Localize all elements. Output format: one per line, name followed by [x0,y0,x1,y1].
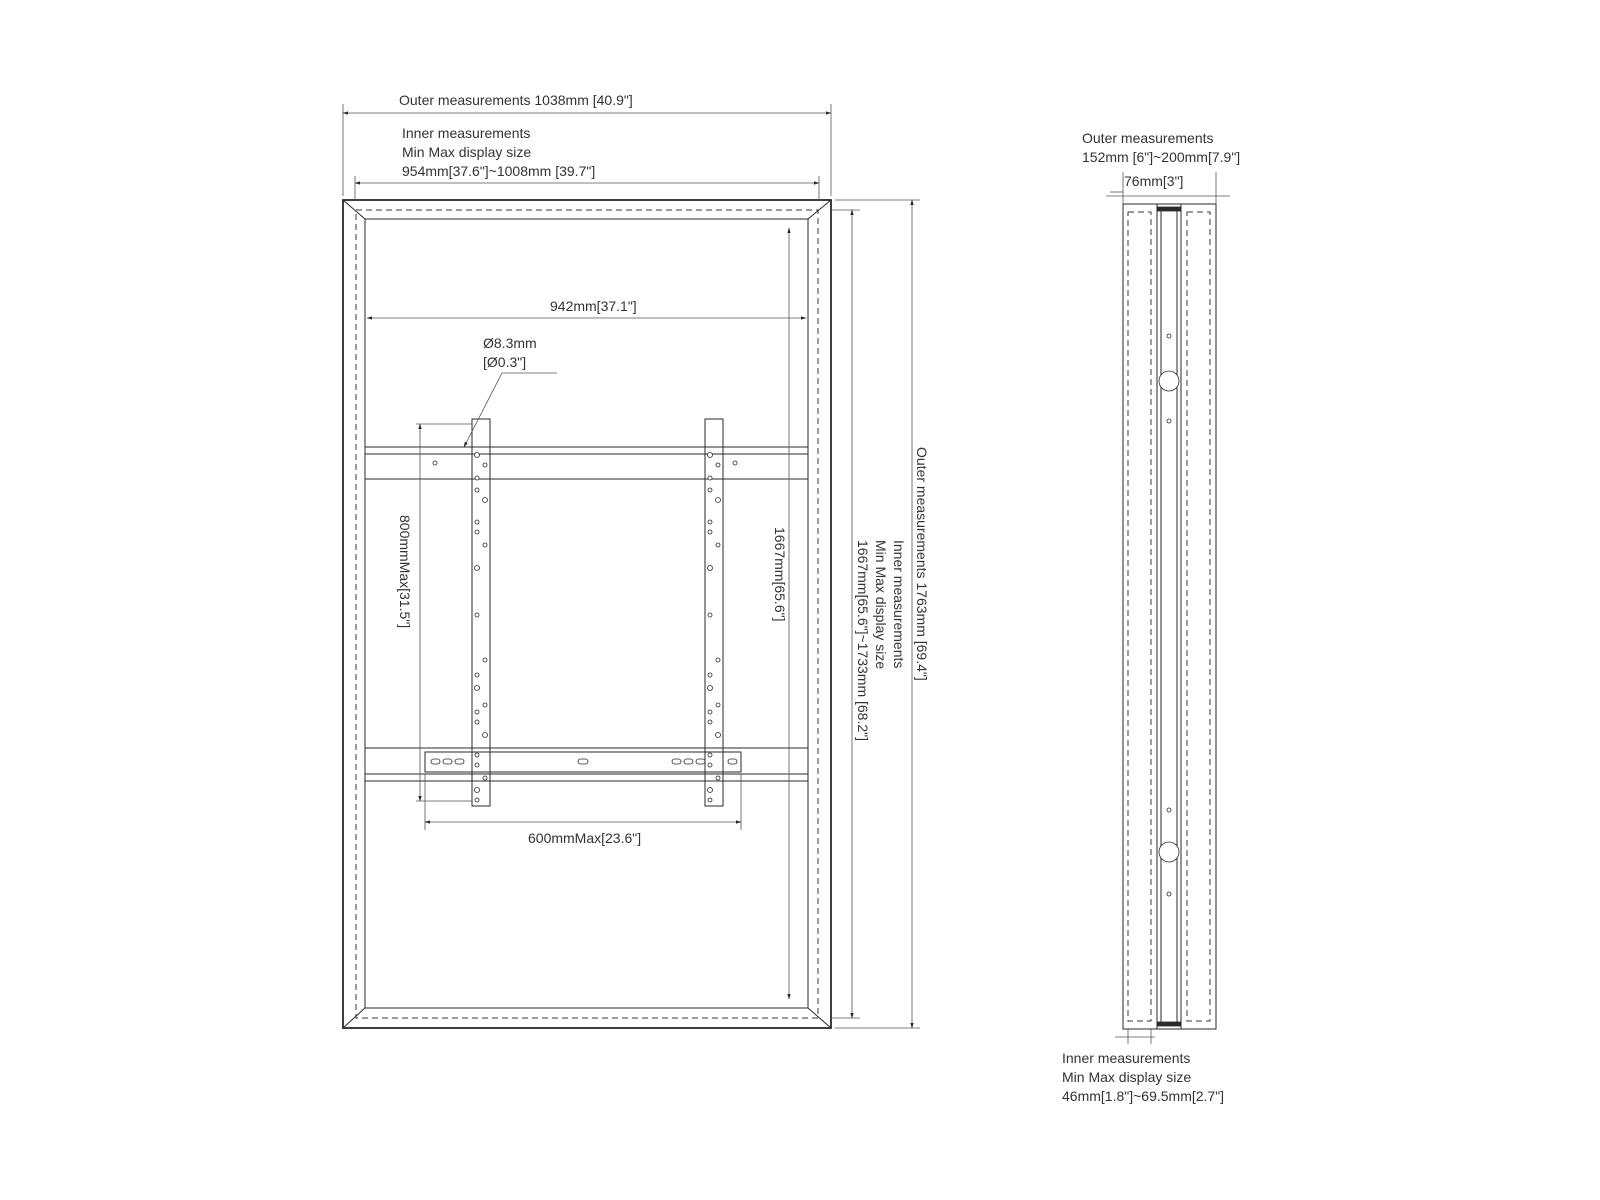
side-plate-right-dashed [1187,212,1210,1021]
mounting-hole [475,530,479,534]
inner-depth-label-1: Inner measurements [1062,1050,1191,1066]
mounting-hole [483,703,487,707]
outer-frame [343,200,831,1028]
front-view [343,92,930,1028]
inner-height-label-2: Min Max display size [873,540,889,670]
mounting-hole [708,673,712,677]
mounting-hole [475,710,479,714]
mounting-hole [483,776,487,780]
mounting-hole [716,776,720,780]
mounting-hole [475,673,479,677]
mounting-hole [716,703,720,707]
outer-depth-label-1: Outer measurements [1082,130,1214,146]
inner-height-label-1: Inner measurements [891,540,907,669]
mounting-hole [475,453,480,458]
mounting-hole [708,476,712,480]
vesa-height-dimension [416,424,472,801]
mounting-hole [475,788,480,793]
center-channel [1157,204,1181,1029]
mounting-hole [708,613,712,617]
inner-width-label-3: 954mm[37.6"]~1008mm [39.7"] [402,163,596,179]
mounting-hole [483,658,487,662]
inner-depth-label-3: 46mm[1.8"]~69.5mm[2.7"] [1062,1088,1225,1104]
mounting-hole [475,720,479,724]
vesa-height-label: 800mmMax[31.5"] [397,515,413,629]
mounting-hole [475,763,479,767]
mounting-hole [708,488,712,492]
channel-hole-lower [1159,842,1179,862]
vesa-width-label: 600mmMax[23.6"] [528,830,642,846]
mounting-hole [708,720,712,724]
mounting-hole [475,566,480,571]
mounting-hole [716,543,720,547]
outer-height-label: Outer measurements 1763mm [69.4"] [914,447,930,681]
rail-span-label: 942mm[37.1"] [550,298,637,314]
outer-width-label: Outer measurements 1038mm [40.9"] [399,92,633,108]
inner-width-dimension [355,176,819,200]
side-plate-left-dashed [1128,212,1151,1021]
mounting-hole [475,488,479,492]
mounting-hole [716,658,720,662]
mounting-hole [708,453,713,458]
inner-depth-label-2: Min Max display size [1062,1069,1192,1085]
hole-diameter-leader [464,373,557,447]
internal-height-label: 1667mm[65.6"] [772,527,788,622]
inner-frame [365,219,808,1008]
mounting-hole [475,520,479,524]
channel-hole-upper [1159,371,1179,391]
mounting-hole [716,498,721,503]
hole-diameter-label-inch: [Ø0.3"] [483,354,527,370]
mounting-hole [475,686,480,691]
mounting-hole [708,753,712,757]
mounting-hole [708,566,713,571]
mounting-hole [708,798,712,802]
mounting-hole [483,733,488,738]
mounting-hole [483,498,488,503]
inner-height-label-3: 1667mm[65.6"]~1733mm [68.2"] [855,540,871,741]
hole-diameter-label: Ø8.3mm [483,335,537,351]
mounting-hole [483,463,487,467]
mounting-hole [716,463,720,467]
frame-corner-miters [343,200,831,1028]
mounting-hole [708,686,713,691]
mounting-hole [475,476,479,480]
mounting-hole [708,520,712,524]
mounting-hole [708,788,713,793]
upper-rail [365,447,808,479]
inner-width-label-1: Inner measurements [402,125,531,141]
mounting-hole [483,543,487,547]
side-view [1062,130,1240,1104]
inner-depth-dimension [1115,1029,1155,1044]
display-outline-dashed [356,210,818,1018]
mounting-hole [708,763,712,767]
lower-rail [365,748,808,781]
mounting-hole [708,710,712,714]
mounting-hole [716,733,721,738]
channel-width-label: 76mm[3"] [1124,173,1184,189]
mounting-hole [475,798,479,802]
outer-depth-label-2: 152mm [6"]~200mm[7.9"] [1082,149,1241,165]
mounting-hole [475,753,479,757]
side-plate-right [1181,204,1216,1029]
mounting-hole [475,613,479,617]
inner-width-label-2: Min Max display size [402,144,532,160]
mounting-hole [708,530,712,534]
